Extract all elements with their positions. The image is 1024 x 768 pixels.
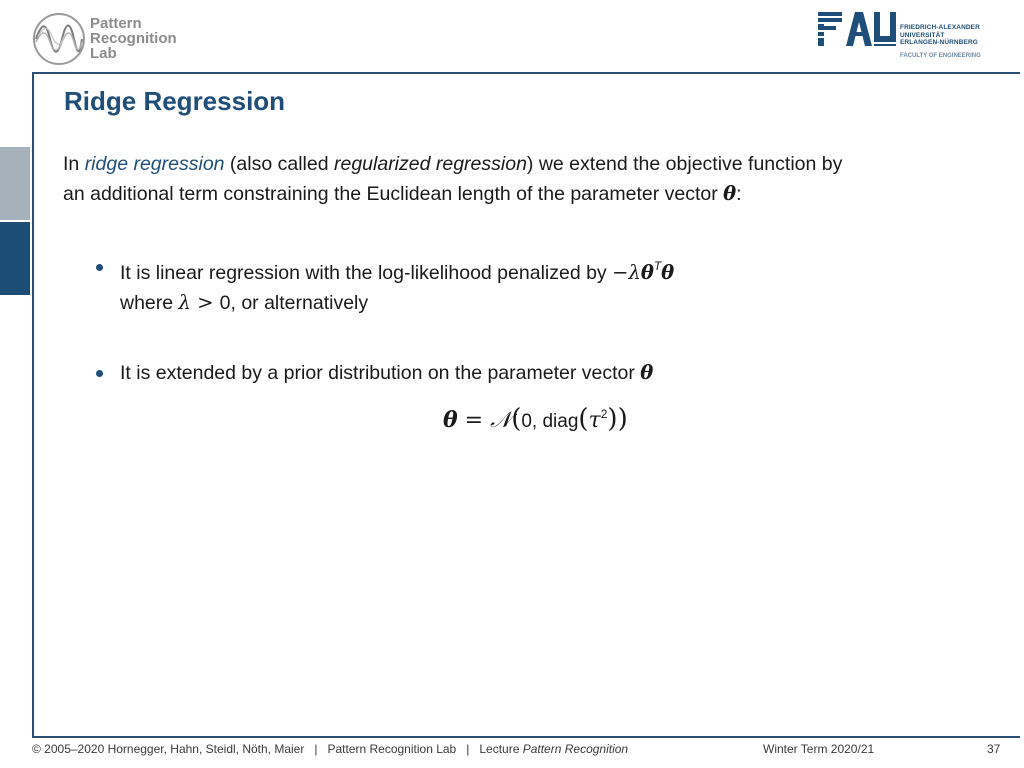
- list-item: [94, 252, 854, 318]
- squared-superscript: 2: [600, 407, 608, 421]
- theta-symbol: θ: [640, 261, 654, 284]
- fau-faculty-text: FACULTY OF ENGINEERING: [900, 53, 981, 59]
- lab-logo-text: [90, 16, 177, 61]
- greater-than-symbol: >: [190, 291, 220, 314]
- footer-copyright: © 2005–2020 Hornegger, Hahn, Steidl, Nöth, Maier | Pattern Recognition Lab | Lecture: [32, 742, 523, 756]
- frame-bottom-rule: [32, 736, 1020, 738]
- pattern-recognition-lab-logo: [32, 12, 192, 68]
- equals-sign: =: [457, 408, 491, 433]
- math-neg-lambda: −λ: [612, 261, 641, 284]
- lab-logo-line: Lab: [90, 45, 117, 62]
- fau-logo: [818, 12, 998, 60]
- footer-term: Winter Term 2020/21: [763, 742, 875, 756]
- zero-mean: 0,: [521, 411, 543, 432]
- bullet-text: It is extended by a prior distribution on the parameter vector: [120, 362, 641, 384]
- theta-symbol: θ: [640, 361, 654, 384]
- intro-text: In: [63, 153, 85, 175]
- footer-credits: [32, 742, 628, 756]
- fau-logo-line: ERLANGEN-NÜRNBERG: [900, 39, 978, 46]
- bullet-list: [94, 252, 854, 388]
- intro-term-ridge: ridge regression: [84, 153, 225, 175]
- open-paren: (: [578, 404, 589, 434]
- slide-title: Ridge Regression: [64, 86, 286, 116]
- tau-symbol: τ: [588, 408, 601, 433]
- fau-logo-text: [900, 24, 980, 47]
- bullet-text: 0, or alternatively: [219, 292, 369, 314]
- lambda-symbol: λ: [178, 291, 191, 314]
- open-paren: (: [511, 404, 522, 434]
- diag-function: diag: [542, 411, 579, 432]
- page-number: 37: [987, 742, 1001, 756]
- prior-equation: [443, 404, 628, 434]
- fau-logo-line: UNIVERSITÄT: [900, 31, 945, 39]
- normal-distribution-symbol: 𝒩: [490, 408, 512, 433]
- bullet-text: where: [120, 292, 179, 314]
- intro-text: :: [736, 183, 742, 205]
- section-tab-grey: [0, 147, 30, 220]
- frame-left-rule: [32, 72, 34, 736]
- transpose-superscript: T: [653, 259, 662, 273]
- lab-logo-icon: [32, 12, 86, 66]
- list-item: [94, 358, 854, 388]
- lab-logo-line: Recognition: [90, 30, 177, 47]
- theta-symbol: θ: [723, 182, 737, 205]
- close-paren: ): [607, 404, 618, 434]
- intro-term-regularized: regularized regression: [333, 153, 527, 175]
- lab-logo-line: Pattern: [90, 15, 142, 32]
- footer-lecture: Pattern Recognition: [522, 742, 629, 756]
- intro-text: ) we extend the objective function by an additional term constraining the Euclidean length of the parameter vector: [63, 153, 843, 205]
- intro-text: (also called: [224, 153, 334, 175]
- theta-symbol: θ: [661, 261, 675, 284]
- bullet-icon: [96, 370, 103, 377]
- frame-top-rule: [32, 72, 1020, 74]
- bullet-icon: [96, 264, 103, 271]
- bullet-text: It is linear regression with the log-likelihood penalized by: [120, 262, 613, 284]
- close-paren: ): [617, 404, 628, 434]
- section-tab-blue: [0, 222, 30, 295]
- fau-logo-line: FRIEDRICH-ALEXANDER: [900, 24, 980, 31]
- theta-symbol: θ: [443, 407, 458, 433]
- fau-logo-icon: [818, 12, 896, 46]
- intro-paragraph: [63, 150, 863, 209]
